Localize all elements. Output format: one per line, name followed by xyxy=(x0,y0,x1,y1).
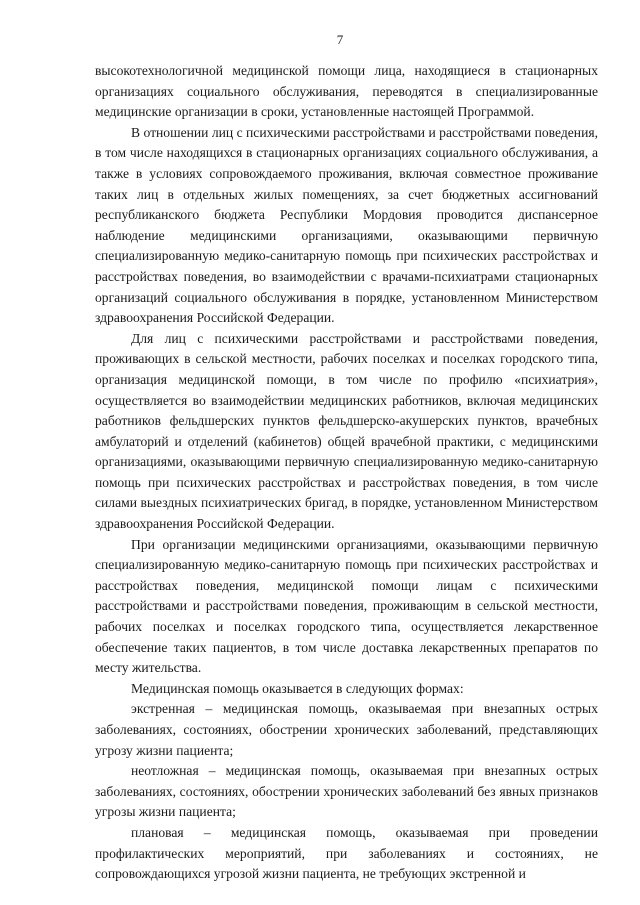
document-body xyxy=(95,61,598,885)
paragraph-continuation: высокотехнологичной медицинской помощи лица, находящиеся в стационарных организациях социального обслуживания, переводятся в специализированные медицинские организации в сроки, установленные настоящей Программой. xyxy=(95,63,598,120)
paragraph-rural-residents: Для лиц с психическими расстройствами и расстройствами поведения, проживающих в сельской местности, рабочих поселках и поселках городского типа, организация медицинской помощи, в том числе по профилю «психиатрия», осуществляется во взаимодействии медицинских работников, включая медицинских работников фельдшерских пунктов фельдшерско-акушерских пунктов, врачебных амбулаторий и отделений (кабинетов) общей врачебной практики, с медицинскими организациями, оказывающими первичную специализированную медико-санитарную помощь при психических расстройствах и расстройствах поведения, в том числе силами выездных психиатрических бригад, в порядке, установленном Министерством здравоохранения Российской Федерации. xyxy=(95,330,598,532)
paragraph-form-urgent: неотложная – медицинская помощь, оказываемая при внезапных острых заболеваниях, состояниях, обострении хронических заболеваний без явных признаков угрозы жизни пациента; xyxy=(95,763,598,820)
paragraph-dispensary-observation: В отношении лиц с психическими расстройствами и расстройствами поведения, в том числе находящихся в стационарных организациях социального обслуживания, а также в условиях сопровождаемого проживания, включая совместное проживание таких лиц в отдельных жилых помещениях, за счет бюджетных ассигнований республиканского бюджета Республики Мордовия проводится диспансерное наблюдение медицинскими организациями, оказывающими первичную специализированную медико-санитарную помощь при психических расстройствах и расстройствах поведения, во взаимодействии с врачами-психиатрами стационарных организаций социального обслуживания в порядке, установленном Министерством здравоохранения Российской Федерации. xyxy=(95,124,598,326)
paragraph-form-emergency: экстренная – медицинская помощь, оказываемая при внезапных острых заболеваниях, состояниях, обострении хронических заболеваний, представляющих угрозу жизни пациента; xyxy=(95,701,598,758)
paragraph-drug-provision: При организации медицинскими организациями, оказывающими первичную специализированную медико-санитарную помощь при психических расстройствах и расстройствах поведения, медицинской помощи лицам с психическими расстройствами и расстройствами поведения, проживающим в сельской местности, рабочих поселках и поселках городского типа, осуществляется лекарственное обеспечение таких пациентов, в том числе доставка лекарственных препаратов по месту жительства. xyxy=(95,536,598,676)
page-number: 7 xyxy=(336,32,344,47)
paragraph-forms-heading: Медицинская помощь оказывается в следующих формах: xyxy=(131,680,464,696)
paragraph-form-planned: плановая – медицинская помощь, оказываемая при проведении профилактических мероприятий, при заболеваниях и состояниях, не сопровождающихся угрозой жизни пациента, не требующих экстренной и xyxy=(95,824,598,882)
